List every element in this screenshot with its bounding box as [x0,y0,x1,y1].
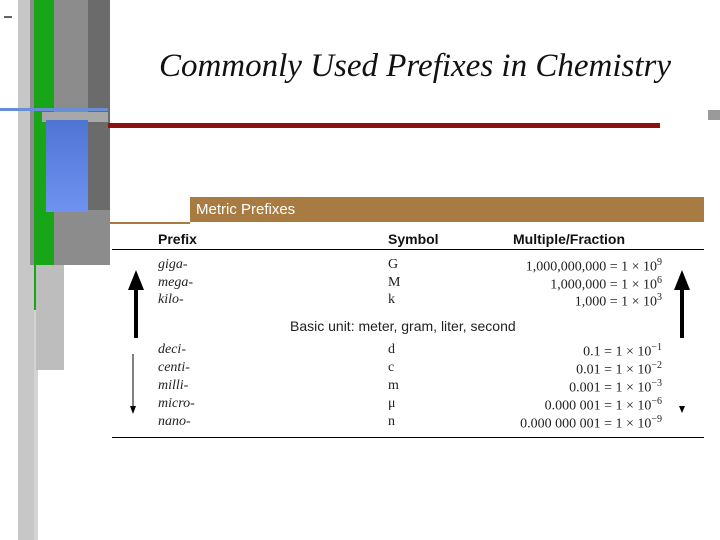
decor-line [0,108,108,111]
symbol-cell: M [388,275,401,290]
symbol-cell: μ [388,396,396,411]
column-header-prefix: Prefix [158,231,197,247]
symbol-cell: G [388,257,399,272]
basic-unit-note: Basic unit: meter, gram, liter, second [290,318,516,334]
prefix-cell: milli- [158,378,189,393]
prefix-cell: giga- [158,257,188,272]
decor-block [708,110,720,120]
table-top-rule [110,222,190,224]
multiple-cell: $0.1 = 1 \times 10^{-1}$ [583,342,662,360]
column-header-multiple: Multiple/Fraction [513,231,625,247]
prefix-cell: kilo- [158,292,184,307]
symbol-cell: k [388,292,395,307]
table-row [0,342,720,360]
multiple-cell: $1,000 = 1 \times 10^3$ [574,292,662,310]
multiple-cell: 0.000 $001 = 1 \times 10^{-6}$ [544,396,662,414]
header-rule [112,249,704,250]
table-row [0,257,720,275]
table-row [0,378,720,396]
table-row [0,360,720,378]
slide-title: Commonly Used Prefixes in Chemistry [158,48,672,84]
decor-bar [88,0,110,210]
column-header-symbol: Symbol [388,231,439,247]
title-underline [108,123,660,128]
prefix-cell: mega- [158,275,193,290]
symbol-cell: m [388,378,399,393]
prefix-cell: nano- [158,414,191,429]
symbol-cell: d [388,342,395,357]
symbol-cell: c [388,360,395,375]
prefix-cell: deci- [158,342,186,357]
multiple-cell: $1,000,000,000 = 1 \times 10^9$ [525,257,662,275]
table-bottom-rule [112,437,704,438]
multiple-cell: 0.000 000 $001 = 1 \times 10^{-9}$ [520,414,662,432]
decor-bar [46,120,88,212]
table-row [0,396,720,414]
table-row [0,414,720,432]
table-caption: Metric Prefixes [196,201,296,218]
multiple-cell: $0.01 = 1 \times 10^{-2}$ [576,360,662,378]
multiple-cell: $1,000,000 = 1 \times 10^6$ [550,275,662,293]
multiple-cell: $0.001 = 1 \times 10^{-3}$ [569,378,662,396]
decor-dash [4,16,12,18]
table-row [0,292,720,310]
table-row [0,275,720,293]
prefix-cell: centi- [158,360,190,375]
prefix-cell: micro- [158,396,195,411]
symbol-cell: n [388,414,395,429]
